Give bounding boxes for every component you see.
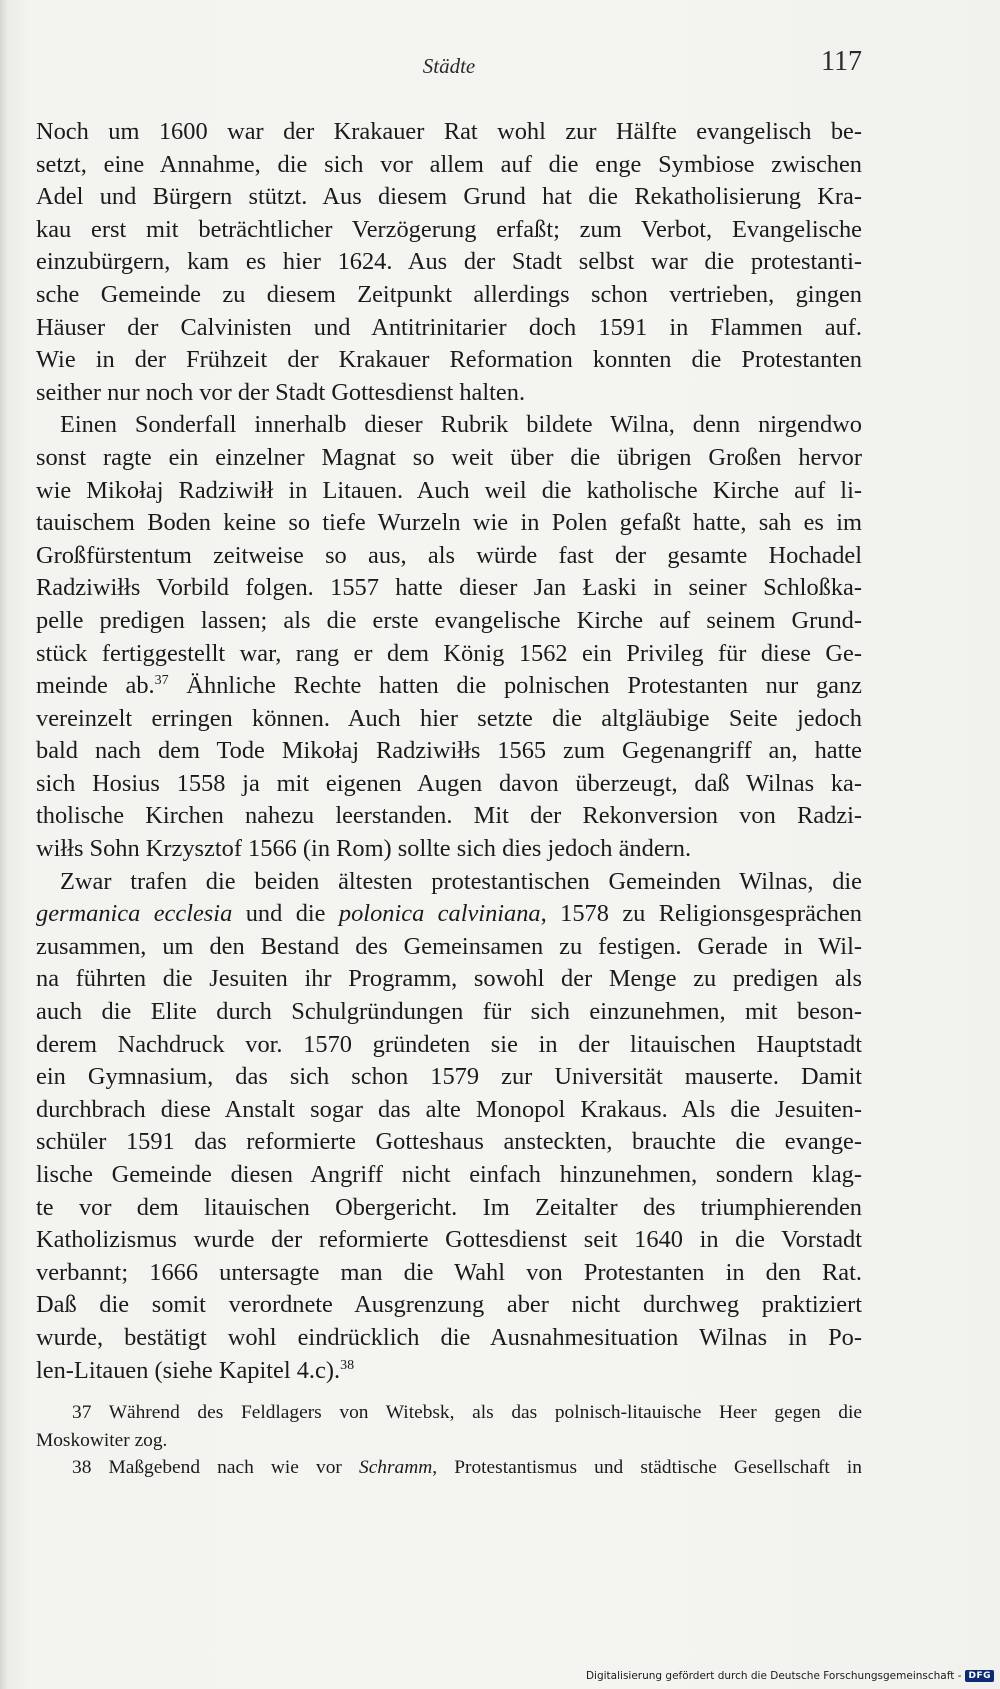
text-line: tauischem Boden keine so tiefe Wurzeln wie in Polen gefaßt hatte, sah es im: [36, 509, 862, 537]
italic-term: germanica ecclesia: [36, 900, 233, 928]
text-line: Häuser der Calvinisten und Antitrinitarier doch 1591 in Flammen auf.: [36, 313, 862, 341]
footnote-38: [36, 1454, 862, 1482]
text-line: derem Nachdruck vor. 1570 gründeten sie in der litauischen Hauptstadt: [36, 1030, 862, 1058]
footnotes: [36, 1399, 862, 1482]
text-line: wurde, bestätigt wohl eindrücklich die Ausnahmesituation Wilnas in Po-: [36, 1323, 862, 1351]
text-line: Adel und Bürgern stützt. Aus diesem Grund hat die Rekatholisierung Kra-: [36, 183, 862, 211]
dfg-logo: DFG: [965, 1670, 994, 1682]
text-line: schüler 1591 das reformierte Gotteshaus ansteckten, brauchte die evange-: [36, 1128, 862, 1156]
text-line: Daß die somit verordnete Ausgrenzung aber nicht durchweg praktiziert: [36, 1291, 862, 1319]
text-line: vereinzelt erringen können. Auch hier setzte die altgläubige Seite jedoch: [36, 704, 862, 732]
footnote-37-continued: Moskowiter zog.: [36, 1429, 168, 1451]
running-title: Städte: [422, 54, 476, 78]
text-line: pelle predigen lassen; als die erste evangelische Kirche auf seinem Grund-: [36, 606, 862, 634]
text-line: Großfürstentum zeitweise so aus, als würde fast der gesamte Hochadel: [36, 541, 862, 569]
text-line: [36, 1355, 862, 1388]
page-number: 117: [821, 46, 862, 77]
text-line: Wie in der Frühzeit der Krakauer Reformation konnten die Protestanten: [36, 346, 862, 374]
funding-credit: Digitalisierung gefördert durch die Deutsche Forschungsgemeinschaft -: [585, 1670, 962, 1682]
text-line: zusammen, um den Bestand des Gemeinsamen zu festigen. Gerade in Wil-: [36, 932, 862, 960]
italic-term: polonica calviniana: [338, 900, 541, 928]
text-fragment: meinde ab.: [36, 672, 155, 700]
text-line: auch die Elite durch Schulgründungen für sich einzunehmen, mit beson-: [36, 998, 862, 1026]
text-line: sich Hosius 1558 ja mit eigenen Augen davon überzeugt, daß Wilnas ka-: [36, 769, 862, 797]
footnote-37: 37 Während des Feldlagers von Witebsk, als das polnisch-litauische Heer gegen die: [72, 1402, 862, 1423]
text-line: ein Gymnasium, das sich schon 1579 zur Universität mauserte. Damit: [36, 1063, 862, 1091]
text-line: [36, 898, 862, 931]
author-name: Schramm: [359, 1457, 433, 1478]
text-fragment: , 1578 zu Religionsgesprächen: [540, 900, 862, 928]
text-line: kau erst mit beträchtlicher Verzögerung erfaßt; zum Verbot, Evangelische: [36, 215, 862, 243]
text-line: na führten die Jesuiten ihr Programm, sowohl der Menge zu predigen als: [36, 965, 862, 993]
paragraph: [36, 866, 862, 1388]
text-line: Radziwiłłs Vorbild folgen. 1557 hatte dieser Jan Łaski in seiner Schloßka-: [36, 574, 862, 602]
text-line: verbannt; 1666 untersagte man die Wahl von Protestanten in den Rat.: [36, 1258, 862, 1286]
text-fragment: 38 Maßgebend nach wie vor: [72, 1457, 359, 1478]
text-line: Noch um 1600 war der Krakauer Rat wohl zur Hälfte evangelisch be-: [36, 118, 862, 145]
paragraph: [36, 116, 862, 409]
text-line: einzubürgern, kam es hier 1624. Aus der Stadt selbst war die protestanti-: [36, 248, 862, 276]
text-fragment: und die: [232, 900, 339, 928]
text-line: wie Mikołaj Radziwiłł in Litauen. Auch weil die katholische Kirche auf li-: [36, 476, 862, 504]
text-line: Zwar trafen die beiden ältesten protestantischen Gemeinden Wilnas, die: [60, 867, 862, 895]
text-line: wiłłs Sohn Krzysztof 1566 (in Rom) sollte sich dies jedoch ändern.: [36, 835, 692, 863]
text-line: setzt, eine Annahme, die sich vor allem auf die enge Symbiose zwischen: [36, 150, 862, 178]
text-line: seither nur noch vor der Stadt Gottesdienst halten.: [36, 378, 526, 406]
text-fragment: Ähnliche Rechte hatten die polnischen Protestanten nur ganz: [168, 672, 862, 700]
text-line: Einen Sonderfall innerhalb dieser Rubrik bildete Wilna, denn nirgendwo: [60, 411, 862, 439]
body-text: [36, 116, 862, 1387]
paragraph: [36, 409, 862, 865]
footnote-ref-37: 37: [154, 672, 169, 688]
text-line: te vor dem litauischen Obergericht. Im Zeitalter des triumphierenden: [36, 1193, 862, 1221]
page-header: [36, 46, 862, 86]
text-line: sonst ragte ein einzelner Magnat so weit über die übrigen Großen hervor: [36, 443, 862, 471]
text-line: tholische Kirchen nahezu leerstanden. Mit der Rekonversion von Radzi-: [36, 802, 862, 830]
text-line: durchbrach diese Anstalt sogar das alte Monopol Krakaus. Als die Jesuiten-: [36, 1095, 862, 1123]
digitization-footer: [586, 1667, 994, 1685]
text-line: [36, 670, 862, 703]
text-fragment: len-Litauen (siehe Kapitel 4.c).: [36, 1356, 341, 1384]
text-line: Katholizismus wurde der reformierte Gottesdienst seit 1640 in die Vorstadt: [36, 1226, 862, 1254]
text-line: sche Gemeinde zu diesem Zeitpunkt allerdings schon vertrieben, gingen: [36, 280, 862, 308]
text-fragment: , Protestantismus und städtische Gesellschaft in: [432, 1457, 862, 1478]
footnote-ref-38: 38: [340, 1357, 355, 1373]
text-line: bald nach dem Tode Mikołaj Radziwiłłs 1565 zum Gegenangriff an, hatte: [36, 737, 862, 765]
text-line: stück fertiggestellt war, rang er dem König 1562 ein Privileg für diese Ge-: [36, 639, 862, 667]
text-line: lische Gemeinde diesen Angriff nicht einfach hinzunehmen, sondern klag-: [36, 1161, 862, 1188]
